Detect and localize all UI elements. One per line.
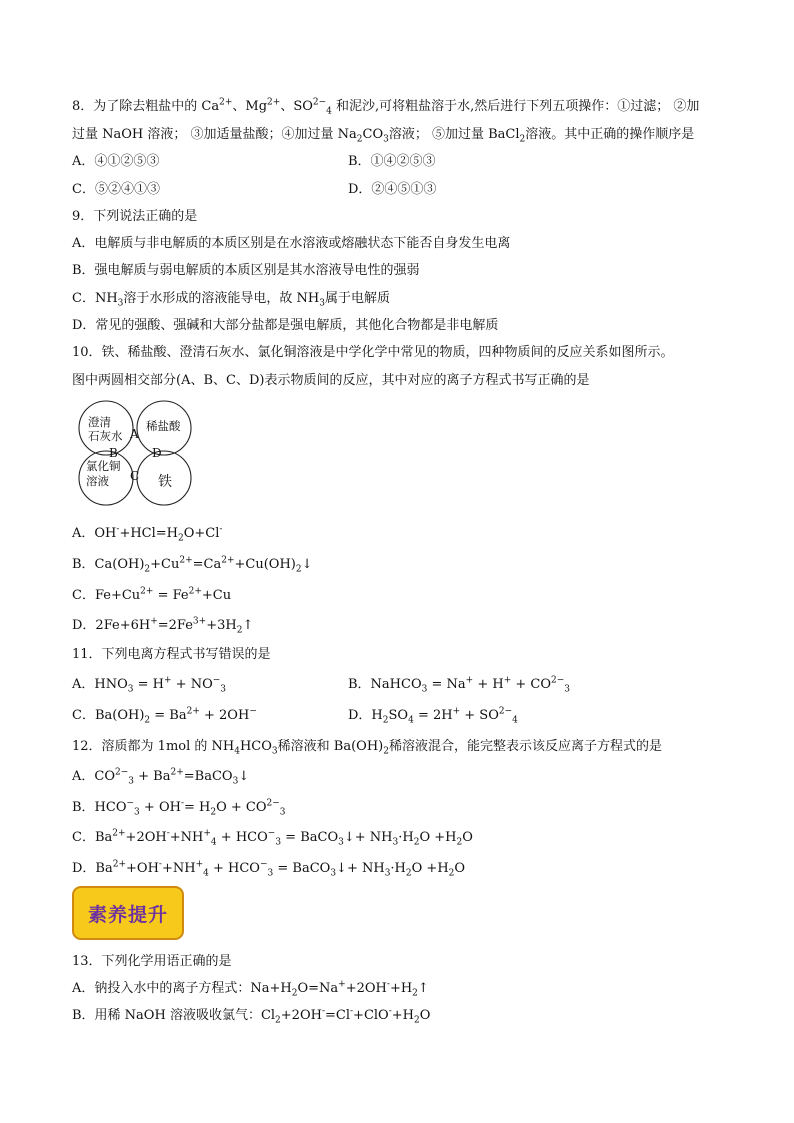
q9-stem: 9．下列说法正确的是 (72, 209, 198, 224)
venn-label-copper-chloride-2: 溶液 (86, 474, 109, 488)
q9-option-b: B．强电解质与弱电解质的本质区别是其水溶液导电性的强弱 (72, 263, 420, 278)
q8-option-d: D．②④⑤①③ (348, 182, 437, 197)
venn-region-a: A (130, 427, 139, 441)
q13-option-b: B．用稀 NaOH 溶液吸收氯气：$Cl_2+2OH^-=Cl^-+ClO^-+H_2O$ (72, 1006, 431, 1026)
venn-region-d: D (152, 446, 162, 460)
q9-option-d: D．常见的强酸、强碱和大部分盐都是强电解质，其他化合物都是非电解质 (72, 318, 499, 333)
q10-stem-line2: 图中两圆相交部分(A、B、C、D)表示物质间的反应，其中对应的离子方程式书写正确的是 (72, 373, 590, 388)
q10-option-b: B．$Ca(OH)_2+Cu^{2+}=Ca^{2+}+Cu(OH)_2↓$ (72, 555, 313, 575)
q12-option-d: D．$Ba^{2+}+OH^-+NH^+_4 + HCO^-_3$ = BaCO$_3$↓+ $NH_3\cdot H_2O +H_2O$ (72, 859, 466, 879)
q12-option-b: B．$HCO^-_3 + OH^-= H_2O + CO^{2-}_3$ (72, 798, 286, 818)
q11-option-c: C．$Ba(OH)_2 = Ba^{2+} + 2OH^-$ (72, 706, 257, 726)
venn-label-limewater-1: 澄清 (88, 415, 111, 429)
q13-option-a: A．钠投入水中的离子方程式：$Na+H_2O=Na^++2OH^-+H_2↑$ (72, 979, 429, 999)
section-badge: 素养提升 (72, 886, 184, 940)
venn-label-hydrochloric-acid: 稀盐酸 (146, 419, 181, 433)
venn-region-b: B (109, 446, 118, 460)
q8-option-a: A．④①②⑤③ (72, 154, 160, 169)
q13-stem: 13．下列化学用语正确的是 (72, 954, 232, 969)
q8-stem-line1: 8．为了除去粗盐中的 $Ca^{2+}$、$Mg^{2+}$、$SO^{2-}_4$ 和泥沙,可将粗盐溶于水,然后进行下列五项操作：①过滤； ②加 (72, 97, 700, 117)
q9-option-a: A．电解质与非电解质的本质区别是在水溶液或熔融状态下能否自身发生电离 (72, 236, 511, 251)
venn-label-limewater-2: 石灰水 (88, 429, 123, 443)
q9-option-c: C．$NH_3$溶于水形成的溶液能导电，故 $NH_3$属于电解质 (72, 291, 391, 309)
venn-label-iron: 铁 (158, 474, 172, 490)
q10-option-d: D．$2Fe+6H^+=2Fe^{3+}+3H_2↑$ (72, 616, 254, 636)
q11-option-b: B．NaHCO$_3$ = $Na^+ + H^+ + CO^{2-}_3$ (348, 675, 571, 695)
q8-option-b: B．①④②⑤③ (348, 154, 436, 169)
q10-stem-line1: 10．铁、稀盐酸、澄清石灰水、氯化铜溶液是中学化学中常见的物质，四种物质间的反应关系如图所示。 (72, 345, 674, 360)
venn-diagram (78, 398, 194, 508)
q12-option-a: A．$CO^{2-}_3$ + $Ba^{2+}=BaCO_3↓$ (72, 767, 250, 787)
q10-option-a: A．$OH^-+HCl=H_2O+Cl^-$ (72, 524, 223, 544)
q12-stem: 12．溶质都为 1mol 的 $NH_4HCO_3$稀溶液和 $Ba(OH)_2$稀溶液混合，能完整表示该反应离子方程式的是 (72, 739, 662, 757)
q11-stem: 11．下列电离方程式书写错误的是 (72, 647, 271, 662)
q8-stem-line2: 过量 NaOH 溶液； ③加适量盐酸；④加过量 $Na_2CO_3$溶液； ⑤加过量 BaCl$_2$溶液。其中正确的操作顺序是 (72, 127, 695, 145)
venn-label-copper-chloride-1: 氯化铜 (86, 459, 121, 473)
q11-option-a: A．$HNO_3 = H^+ + NO^-_3$ (72, 675, 227, 695)
q10-option-c: C．$Fe+Cu^{2+} = Fe^{2+}+Cu$ (72, 586, 232, 603)
q12-option-c: C．$Ba^{2+}+2OH^-+NH^+_4 + HCO^-_3$ = BaCO$_3$↓+ $NH_3\cdot H_2O +H_2O$ (72, 828, 473, 848)
q11-option-d: D．$H_2SO_4 = 2H^+ + SO^{2-}_4$ (348, 706, 518, 726)
q8-option-c: C．⑤②④①③ (72, 182, 160, 197)
venn-region-c: C (130, 469, 140, 483)
